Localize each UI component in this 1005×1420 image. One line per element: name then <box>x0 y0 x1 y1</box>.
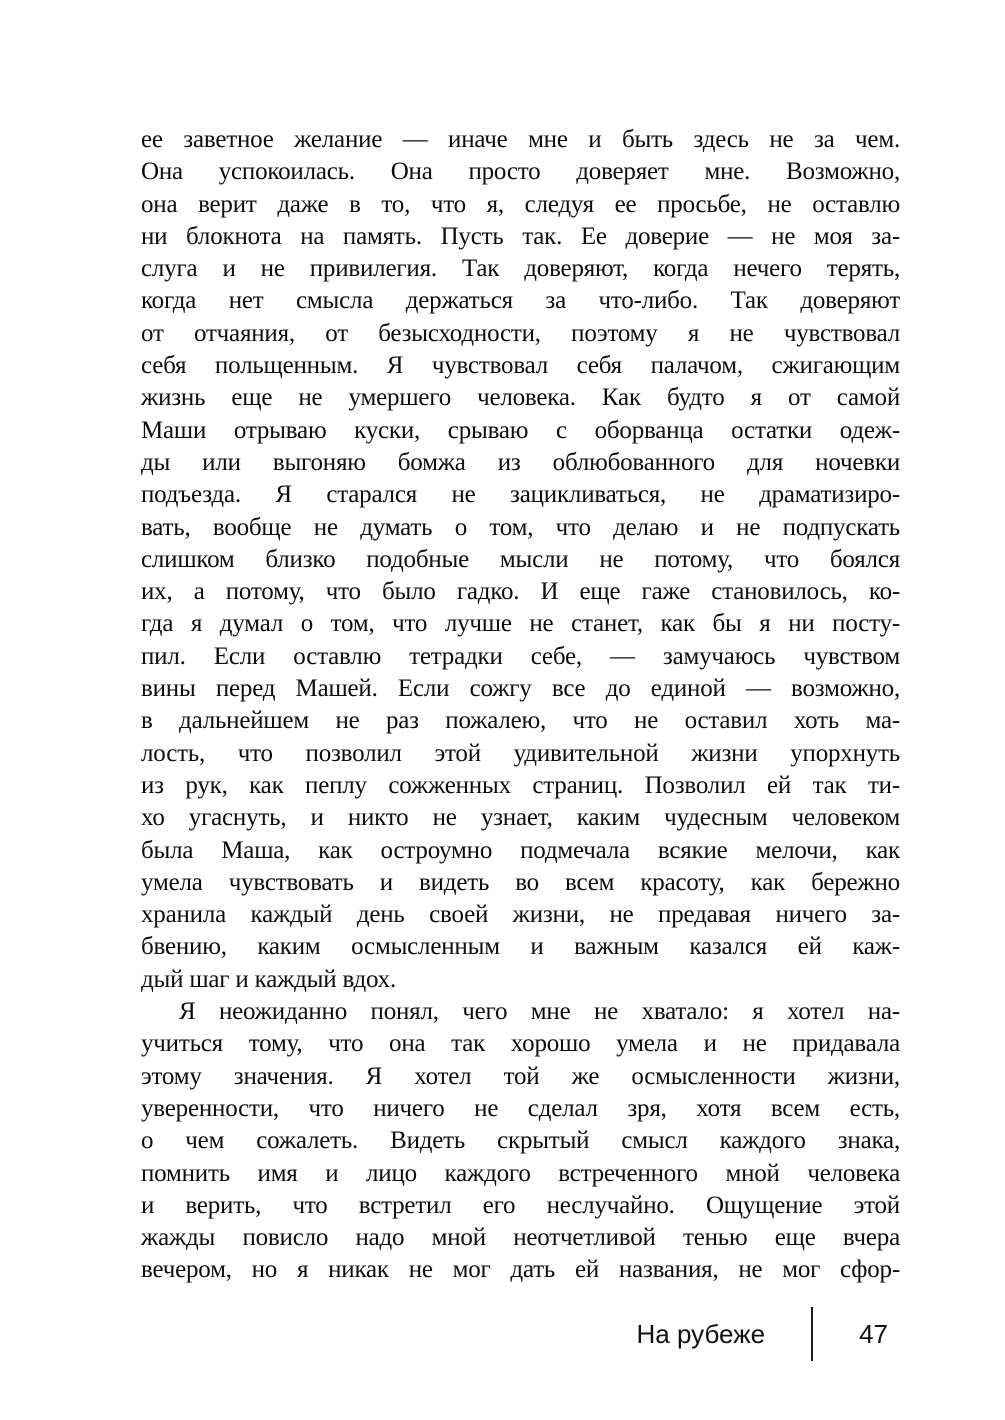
text-line: лость, что позволил этой удивительной жизни упорхнуть <box>141 739 900 767</box>
text-line: жажды повисло надо мной неотчетливой тенью еще вчера <box>141 1224 900 1252</box>
running-title: На рубеже <box>636 1318 766 1349</box>
text-line: о чем сожалеть. Видеть скрытый смысл каждого знака, <box>141 1127 900 1155</box>
page-footer <box>141 1300 900 1368</box>
text-line: себя польщенным. Я чувствовал себя палачом, сжигающим <box>141 352 900 380</box>
text-line: умела чувствовать и видеть во всем красоту, как бережно <box>141 868 900 896</box>
text-line: ее заветное желание — иначе мне и быть здесь не за чем. <box>141 126 900 153</box>
text-line: из рук, как пеплу сожженных страниц. Позволил ей так ти- <box>141 771 900 799</box>
text-block <box>141 124 900 1287</box>
text-line: дый шаг и каждый вдох. <box>141 965 397 993</box>
text-line: она верит даже в то, что я, следуя ее просьбе, не оставлю <box>141 190 900 218</box>
text-line: учиться тому, что она так хорошо умела и не придавала <box>141 1030 900 1058</box>
text-line: Маши отрываю куски, срываю с оборванца остатки одеж- <box>141 416 900 444</box>
text-line: уверенности, что ничего не сделал зря, хотя всем есть, <box>141 1094 900 1122</box>
text-line: вины перед Машей. Если сожгу все до единой — возможно, <box>141 675 900 703</box>
text-line: была Маша, как остроумно подмечала всякие мелочи, как <box>141 836 900 864</box>
text-line: хранила каждый день своей жизни, не предавая ничего за- <box>141 901 900 929</box>
text-line: подъезда. Я старался не зацикливаться, не драматизиро- <box>141 481 900 509</box>
text-line: гда я думал о том, что лучше не станет, как бы я ни посту- <box>141 610 900 638</box>
text-line: от отчаяния, от безысходности, поэтому я не чувствовал <box>141 319 900 347</box>
page-number: 47 <box>859 1318 888 1349</box>
footer-divider <box>811 1307 813 1361</box>
text-line: этому значения. Я хотел той же осмысленности жизни, <box>141 1062 900 1090</box>
text-line: вать, вообще не думать о том, что делаю и не подпускать <box>141 513 900 541</box>
text-line: когда нет смысла держаться за что-либо. Так доверяют <box>141 287 900 315</box>
text-line: слуга и не привилегия. Так доверяют, когда нечего терять, <box>141 255 900 283</box>
text-line: бвению, каким осмысленным и важным казался ей каж- <box>141 933 900 961</box>
text-line: слишком близко подобные мысли не потому, что боялся <box>141 545 900 573</box>
text-line: вечером, но я никак не мог дать ей названия, не мог сфор- <box>141 1256 900 1284</box>
text-line: и верить, что встретил его неслучайно. Ощущение этой <box>141 1191 900 1219</box>
text-line: ни блокнота на память. Пусть так. Ее доверие — не моя за- <box>141 222 900 250</box>
text-line: их, а потому, что было гадко. И еще гаже становилось, ко- <box>141 578 900 606</box>
text-line: Я неожиданно понял, чего мне не хватало: я хотел на- <box>179 998 900 1026</box>
text-line: помнить имя и лицо каждого встреченного мной человека <box>141 1159 900 1187</box>
text-line: пил. Если оставлю тетрадки себе, — замучаюсь чувством <box>141 642 900 670</box>
text-line: ды или выгоняю бомжа из облюбованного для ночевки <box>141 448 900 476</box>
text-line: в дальнейшем не раз пожалею, что не оставил хоть ма- <box>141 707 900 735</box>
text-line: жизнь еще не умершего человека. Как будто я от самой <box>141 384 900 412</box>
text-line: хо угаснуть, и никто не узнает, каким чудесным человеком <box>141 804 900 832</box>
text-line: Она успокоилась. Она просто доверяет мне. Возможно, <box>141 158 900 186</box>
